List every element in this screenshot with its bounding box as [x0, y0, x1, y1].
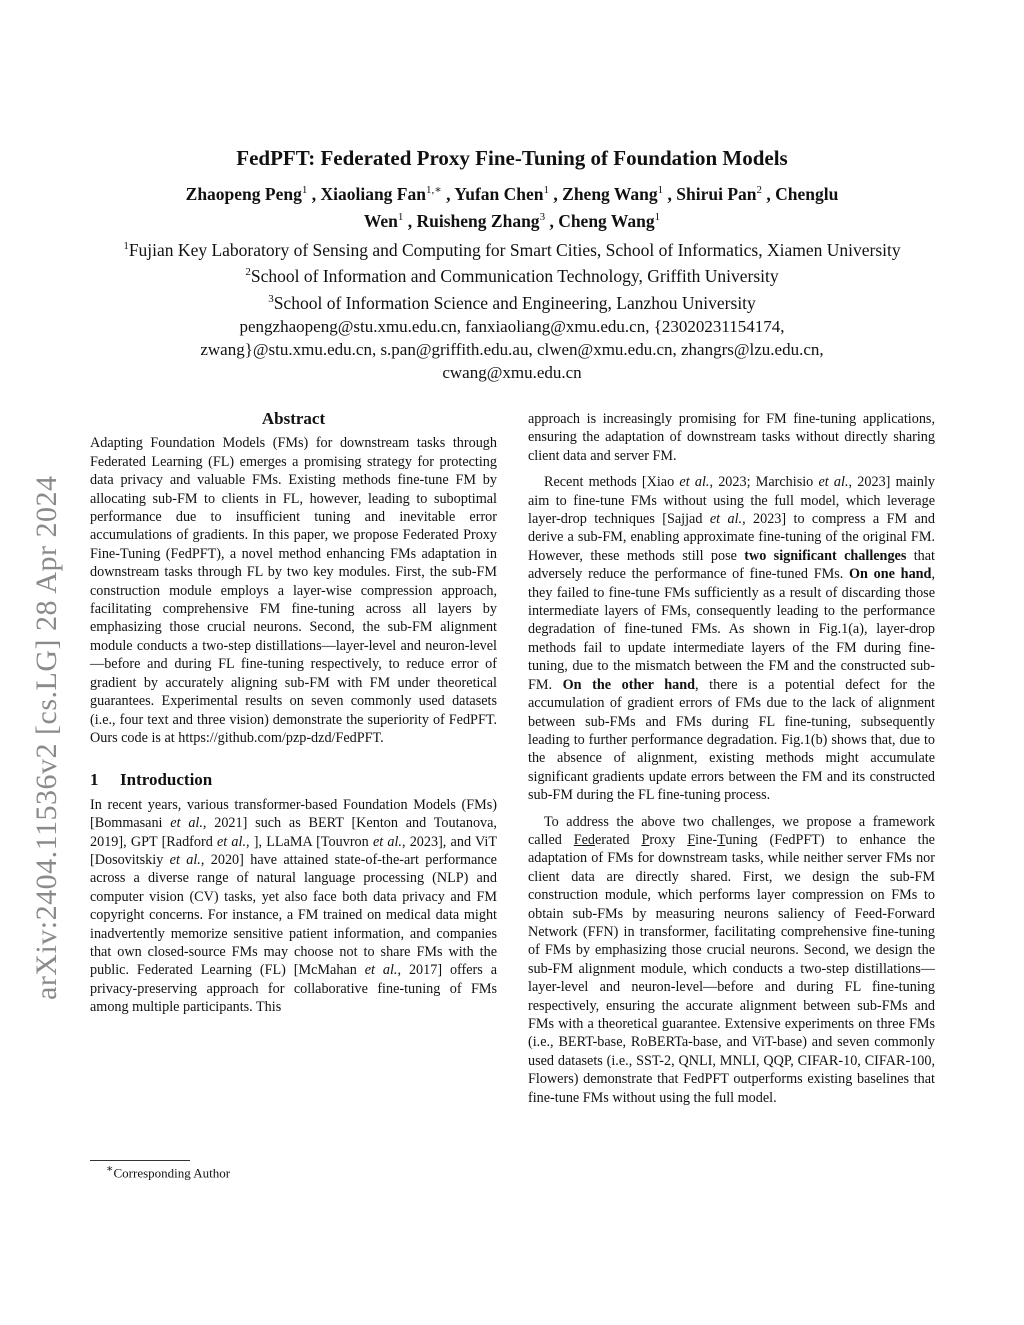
- author-name: Zhaopeng Peng: [185, 183, 302, 204]
- text-run: , they failed to fine-tune FMs sufficiently as a result of discarding those intermediate layers of FMs, consequently leading to the performance degradation of fine-tuned FMs. As shown in Fig.1(a), layer-drop methods fail to update intermediate layers of the FM during fine-tuning, due to the mismatch between the FM and the constructed sub-FM.: [528, 566, 935, 693]
- intro-paragraph-3: [528, 813, 935, 1108]
- author-name: Cheng Wang: [558, 210, 655, 231]
- text-run-bold: two significant challenges: [744, 547, 907, 564]
- text-run-underlined: F: [687, 831, 696, 848]
- text-run: ine-: [695, 831, 718, 848]
- intro-paragraph-1: [90, 796, 497, 1017]
- text-run: , 2023] mainly aim to fine-tune FMs without using the full model, which leverage layer-drop techniques [Sajjad: [528, 474, 936, 528]
- text-run-italic: et al.: [170, 815, 203, 832]
- paper-header: [110, 146, 914, 384]
- text-run: , 2021] such as BERT [Kenton and Toutanova, 2019], GPT [Radford: [90, 815, 497, 850]
- text-run-italic: et al.: [818, 474, 849, 491]
- left-column: [90, 410, 497, 1017]
- section-title: Introduction: [120, 770, 213, 790]
- footnote-text: Corresponding Author: [113, 1165, 231, 1181]
- author-affiliation-mark: 2: [756, 184, 763, 196]
- author-name: Yufan Chen: [454, 183, 544, 204]
- text-run: , 2023; Marchisio: [709, 474, 819, 491]
- author-name: Shirui Pan: [676, 183, 757, 204]
- footnote-mark: ∗: [106, 1163, 114, 1175]
- author-affiliation-mark: 3: [539, 210, 546, 223]
- affiliation-text: Fujian Key Laboratory of Sensing and Computing for Smart Cities, School of Informatics, Xiamen University: [128, 239, 901, 260]
- text-run-italic: et al.: [679, 474, 710, 491]
- section-number: 1: [90, 770, 99, 790]
- author-name: Xiaoliang Fan: [320, 183, 426, 204]
- text-run: , 2023], and ViT [Dosovitskiy: [90, 833, 497, 868]
- email-line: pengzhaopeng@stu.xmu.edu.cn, fanxiaoliang@xmu.edu.cn, {23020231154174,: [239, 317, 785, 337]
- affiliation-3: [110, 288, 914, 315]
- text-run: uning (FedPFT) to enhance the adaptation of FMs for downstream tasks, while neither server FMs nor client data are directly shared. First, we design the sub-FM construction module, which performs layer compression on FMs to obtain sub-FMs by measuring neurons saliency of Feed-Forward Network (FFN) in transformer, facilitating comprehensive fine-tuning of FMs by emphasizing those crucial neurons. Second, we design the sub-FM alignment module, which conducts a two-step distillations—layer-level and neuron-level—before and during FL fine-tuning respectively, ensuring the accurate alignment between sub-FMs and FMs with a theoretical guarantee. Extensive experiments on three FMs (i.e., BERT-base, RoBERTa-base, and ViT-base) and seven commonly used datasets (i.e., SST-2, QNLI, MNLI, QQP, CIFAR-10, CIFAR-100, Flowers) demonstrate that FedPFT outperforms existing baselines that fine-tune FMs without using the full model.: [528, 831, 935, 1106]
- author-line-1: Zhaopeng Peng$^1$ , Xiaoliang Fan$^{1,∗}$ , Yufan Chen$^1$ , Zheng Wang$^1$ , Shirui Pan$^2$ , Chenglu: [185, 183, 839, 204]
- text-run-bold: On the other hand: [562, 676, 696, 693]
- text-run: erated: [594, 831, 642, 848]
- intro-paragraph-2: [528, 473, 935, 804]
- text-run: that adversely reduce the performance of fine-tuned FMs.: [528, 547, 936, 583]
- author-name: Chenglu: [775, 183, 839, 204]
- author-name: Wen: [363, 210, 398, 231]
- author-affiliation-mark: 1: [397, 210, 404, 223]
- affiliation-2: [110, 261, 914, 288]
- text-run: , 2017] offers a privacy-preserving approach for collaborative fine-tuning of FMs among multiple participants. This: [90, 962, 497, 1016]
- affiliation-mark: 3: [268, 293, 274, 306]
- affiliation-1: [110, 235, 914, 262]
- paper-title: FedPFT: Federated Proxy Fine-Tuning of Foundation Models: [236, 146, 788, 170]
- footnote: [106, 1162, 230, 1181]
- author-affiliation-mark: 1: [543, 184, 550, 196]
- text-run-italic: et al.: [169, 851, 201, 868]
- text-run: roxy: [649, 831, 688, 848]
- author-affiliation-mark: 1: [657, 184, 664, 196]
- author-name: Zheng Wang: [562, 183, 658, 204]
- text-run-italic: et al.: [364, 962, 398, 979]
- text-run: , 2020] have attained state-of-the-art performance across a diverse range of natural language processing (NLP) and computer vision (CV) tasks, yet also face both data privacy and FM copyright concerns. For instance, a FM trained on medical data might inadvertently memorize sensitive patient information, and companies that own closed-source FMs may choose not to share FMs with the public. Federated Learning (FL) [McMahan: [90, 851, 497, 979]
- text-run-italic: et al.: [372, 833, 402, 850]
- right-column: [528, 410, 935, 1107]
- text-run-italic: et al.: [217, 833, 247, 850]
- text-run-underlined: Fed: [573, 831, 595, 848]
- email-line: cwang@xmu.edu.cn: [442, 363, 582, 383]
- email-list: [110, 315, 914, 384]
- section-heading-introduction: [90, 771, 497, 789]
- affiliation-mark: 1: [123, 239, 129, 252]
- intro-paragraph-1-continued: approach is increasingly promising for FM fine-tuning applications, ensuring the adaptation of downstream tasks without directly sharing client data and server FM.: [528, 411, 935, 464]
- text-run: , ], LLaMA [Touvron: [246, 833, 373, 850]
- arxiv-identifier: arXiv:2404.11536v2 [cs.LG] 28 Apr 2024: [30, 475, 63, 1000]
- text-run: To address the above two challenges, we propose a framework called: [528, 813, 935, 848]
- text-run-bold: On one hand: [849, 566, 932, 583]
- text-run-italic: et al.: [709, 511, 743, 528]
- author-affiliation-mark: 1: [301, 184, 308, 196]
- affiliation-mark: 2: [245, 266, 251, 279]
- affiliation-text: School of Information Science and Engineering, Lanzhou University: [273, 293, 756, 314]
- text-run-underlined: P: [641, 831, 650, 848]
- author-affiliation-mark: 1,∗: [425, 184, 442, 196]
- affiliation-text: School of Information and Communication Technology, Griffith University: [250, 266, 779, 287]
- text-run: , there is a potential defect for the accumulation of gradient errors of FMs due to the lack of alignment between sub-FMs and FMs during FL fine-tuning, subsequently leading to further performance degradation. Fig.1(b) shows that, due to the absence of alignment, existing methods might accumulate significant gradients update errors between the FM and its constructed sub-FM during the FL fine-tuning process.: [528, 676, 935, 804]
- author-name: Ruisheng Zhang: [416, 210, 540, 231]
- text-run: In recent years, various transformer-based Foundation Models (FMs) [Bommasani: [90, 796, 497, 832]
- email-line: zwang}@stu.xmu.edu.cn, s.pan@griffith.edu.au, clwen@xmu.edu.cn, zhangrs@lzu.edu.cn,: [200, 340, 824, 360]
- text-run: , 2023] to compress a FM and derive a sub-FM, enabling approximate fine-tuning of the original FM. However, these methods still pose: [528, 511, 935, 564]
- abstract-heading: Abstract: [261, 409, 326, 428]
- text-run: Recent methods [Xiao: [544, 474, 680, 491]
- author-list: [110, 179, 914, 233]
- author-affiliation-mark: 1: [654, 210, 661, 223]
- abstract-text: Adapting Foundation Models (FMs) for downstream tasks through Federated Learning (FL) emerges a promising strategy for protecting data privacy and valuable FMs. Existing methods fine-tune FM by allocating sub-FM to clients in FL, however, leading to suboptimal performance due to insufficient tuning and inevitable error accumulations of gradients. In this paper, we propose Federated Proxy Fine-Tuning (FedPFT), a novel method enhancing FMs adaptation in downstream tasks through FL by two key modules. First, the sub-FM construction module employs a layer-wise compression approach, facilitating comprehensive FM fine-tuning across all layers by emphasizing those crucial neurons. Second, the sub-FM alignment module conducts a two-step distillations—layer-level and neuron-level—before and during FL fine-tuning respectively, to reduce error of gradient by accurately aligning sub-FM with FM under theoretical guarantees. Experimental results on seven commonly used datasets (i.e., four text and three vision) demonstrate the superiority of FedPFT. Ours code is at https://github.com/pzp-dzd/FedPFT.: [90, 435, 497, 746]
- footnote-rule: [90, 1160, 190, 1161]
- text-run-underlined: T: [717, 831, 726, 848]
- author-line-2: Wen$^1$ , Ruisheng Zhang$^3$ , Cheng Wang$^1$: [363, 210, 661, 231]
